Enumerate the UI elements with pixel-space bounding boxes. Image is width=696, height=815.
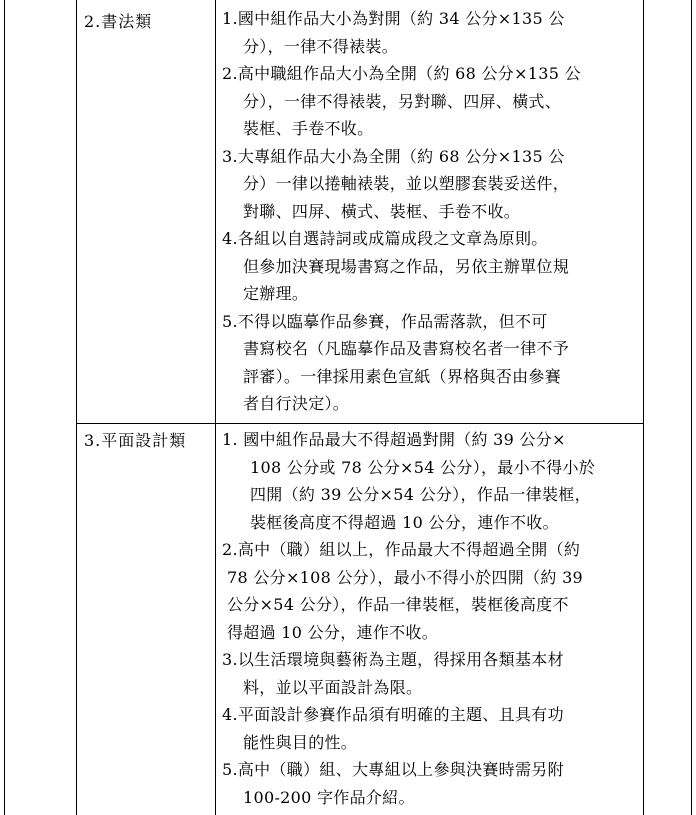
- text-line: 分）一律以捲軸裱裝，並以塑膠套裝妥送件，: [243, 174, 570, 193]
- text-line: 分），一律不得裱裝，另對聯、四屏、橫式、: [243, 91, 562, 111]
- text-line: 公分×54 公分），作品一律裝框，裝框後高度不: [227, 595, 569, 614]
- text-line: 定辦理。: [243, 284, 309, 303]
- text-line: 5.不得以臨摹作品參賽，作品需落款，但不可: [222, 311, 548, 331]
- table-border-col2: [215, 0, 216, 815]
- list-item: [222, 701, 640, 756]
- category-label: 2.書法類: [84, 12, 153, 31]
- text-line: 4.平面設計參賽作品須有明確的主題、且具有功: [222, 705, 564, 724]
- table-border-right: [691, 0, 692, 815]
- text-line: 裝框、手卷不收。: [243, 119, 374, 138]
- text-line: 書寫校名（凡臨摹作品及書寫校名者一律不予: [243, 339, 570, 358]
- list-item: [222, 426, 640, 536]
- text-line: 3.以生活環境與藝術為主題，得採用各類基本材: [222, 650, 564, 669]
- rule-list: [222, 5, 640, 418]
- text-line: 100-200 字作品介紹。: [243, 787, 415, 807]
- text-line: 1. 國中組作品最大不得超過對開（約 39 公分×: [222, 430, 566, 449]
- list-item: [222, 60, 640, 143]
- table-border-left: [4, 0, 5, 815]
- table-border-col3: [643, 0, 644, 815]
- text-line: 108 公分或 78 公分×54 公分），最小不得小於: [250, 457, 596, 477]
- list-item: [222, 756, 640, 811]
- table-border-col1: [76, 0, 77, 815]
- text-line: 4.各組以自選詩詞或成篇成段之文章為原則。: [222, 229, 548, 248]
- text-line: 裝框後高度不得超過 10 公分，連作不收。: [250, 512, 559, 532]
- text-line: 2.高中（職）組以上，作品最大不得超過全開（約: [222, 540, 581, 559]
- row-divider: [76, 423, 643, 424]
- list-item: [222, 308, 640, 418]
- list-item: [222, 536, 640, 646]
- text-line: 1.國中組作品大小為對開（約 34 公分×135 公: [222, 9, 565, 28]
- text-line: 但參加決賽現場書寫之作品，另依主辦單位規: [243, 256, 570, 276]
- text-line: 5.高中（職）組、大專組以上參與決賽時需另附: [222, 760, 564, 779]
- list-item: [222, 5, 640, 60]
- text-line: 能性與目的性。: [243, 732, 358, 752]
- text-line: 四開（約 39 公分×54 公分），作品一律裝框，: [250, 485, 591, 504]
- text-line: 得超過 10 公分，連作不收。: [227, 622, 439, 642]
- text-line: 78 公分×108 公分），最小不得小於四開（約 39: [227, 567, 584, 587]
- list-item: [222, 225, 640, 308]
- text-line: 2.高中職組作品大小為全開（約 68 公分×135 公: [222, 64, 581, 83]
- category-label: 3.平面設計類: [84, 431, 187, 450]
- list-item: [222, 646, 640, 701]
- rule-list: [222, 426, 640, 811]
- text-line: 3.大專組作品大小為全開（約 68 公分×135 公: [222, 146, 565, 166]
- text-line: 對聯、四屏、橫式、裝框、手卷不收。: [243, 201, 521, 221]
- list-item: [222, 143, 640, 226]
- text-line: 者自行決定）。: [243, 394, 350, 413]
- text-line: 分），一律不得裱裝。: [243, 36, 399, 56]
- text-line: 評審）。一律採用素色宣紙（界格與否由參賽: [243, 366, 562, 386]
- text-line: 料，並以平面設計為限。: [243, 677, 423, 697]
